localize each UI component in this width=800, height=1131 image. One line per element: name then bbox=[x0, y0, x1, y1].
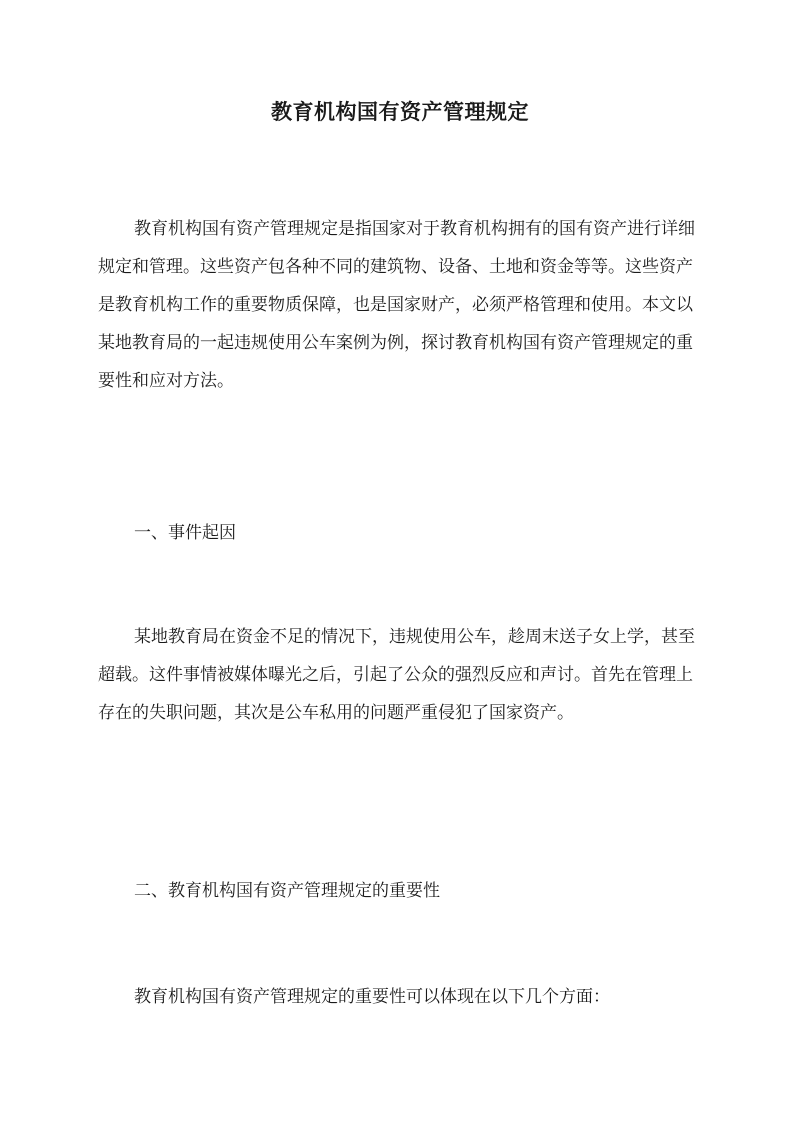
section-importance-paragraph: 教育机构国有资产管理规定的重要性可以体现在以下几个方面： bbox=[134, 987, 610, 1007]
document-title: 教育机构国有资产管理规定 bbox=[271, 99, 529, 124]
section-cause-paragraph: 某地教育局在资金不足的情况下，违规使用公车，趁周末送子女上学，甚至超载。这件事情被媒体曝光之后，引起了公众的强烈反应和声讨。首先在管理上存在的失职问题，其次是公车私用的问题严重侵犯了国家资产。 bbox=[98, 627, 695, 723]
intro-paragraph: 教育机构国有资产管理规定是指国家对于教育机构拥有的国有资产进行详细规定和管理。这些资产包各种不同的建筑物、设备、土地和资金等等。这些资产是教育机构工作的重要物质保障，也是国家财产，必须严格管理和使用。本文以某地教育局的一起违规使用公车案例为例，探讨教育机构国有资产管理规定的重要性和应对方法。 bbox=[98, 219, 695, 391]
section-heading-cause: 一、事件起因 bbox=[134, 523, 236, 543]
section-heading-importance: 二、教育机构国有资产管理规定的重要性 bbox=[134, 881, 440, 901]
